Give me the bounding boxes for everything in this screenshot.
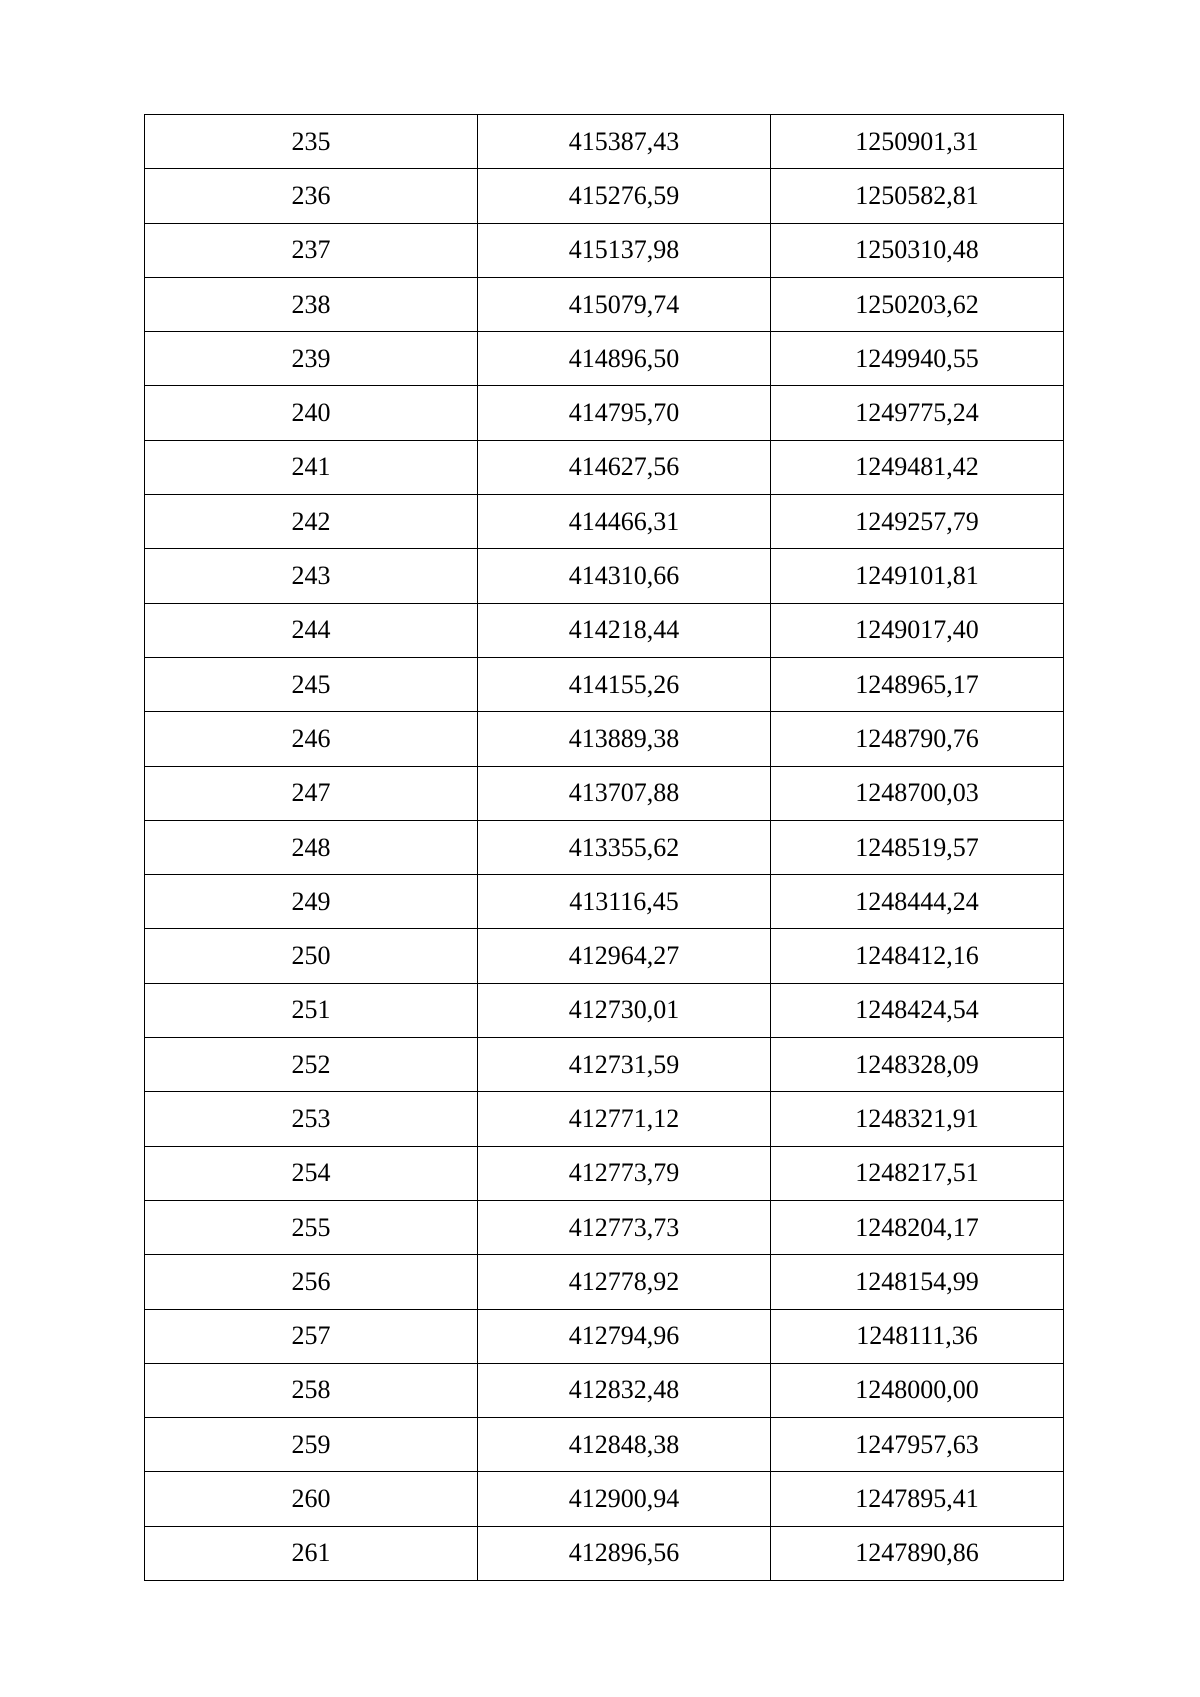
y-coordinate-cell: 1248412,16 bbox=[771, 929, 1064, 983]
y-coordinate-cell: 1248444,24 bbox=[771, 875, 1064, 929]
x-coordinate-cell: 414795,70 bbox=[478, 386, 771, 440]
point-number-cell: 247 bbox=[145, 766, 478, 820]
y-coordinate-cell: 1248154,99 bbox=[771, 1255, 1064, 1309]
point-number-cell: 253 bbox=[145, 1092, 478, 1146]
point-number-cell: 241 bbox=[145, 440, 478, 494]
point-number-cell: 251 bbox=[145, 983, 478, 1037]
y-coordinate-cell: 1248424,54 bbox=[771, 983, 1064, 1037]
y-coordinate-cell: 1248217,51 bbox=[771, 1146, 1064, 1200]
table-row bbox=[145, 386, 1064, 440]
table-row bbox=[145, 169, 1064, 223]
y-coordinate-cell: 1247957,63 bbox=[771, 1418, 1064, 1472]
table-row bbox=[145, 1038, 1064, 1092]
point-number-cell: 243 bbox=[145, 549, 478, 603]
point-number-cell: 235 bbox=[145, 115, 478, 169]
point-number-cell: 261 bbox=[145, 1526, 478, 1580]
point-number-cell: 236 bbox=[145, 169, 478, 223]
coordinates-table-body bbox=[145, 115, 1064, 1581]
table-row bbox=[145, 1363, 1064, 1417]
x-coordinate-cell: 415387,43 bbox=[478, 115, 771, 169]
table-row bbox=[145, 875, 1064, 929]
y-coordinate-cell: 1248790,76 bbox=[771, 712, 1064, 766]
table-row bbox=[145, 223, 1064, 277]
point-number-cell: 245 bbox=[145, 657, 478, 711]
y-coordinate-cell: 1248519,57 bbox=[771, 820, 1064, 874]
point-number-cell: 237 bbox=[145, 223, 478, 277]
table-row bbox=[145, 115, 1064, 169]
y-coordinate-cell: 1248328,09 bbox=[771, 1038, 1064, 1092]
x-coordinate-cell: 414896,50 bbox=[478, 332, 771, 386]
point-number-cell: 246 bbox=[145, 712, 478, 766]
table-row bbox=[145, 495, 1064, 549]
y-coordinate-cell: 1248204,17 bbox=[771, 1200, 1064, 1254]
table-row bbox=[145, 657, 1064, 711]
table-row bbox=[145, 1309, 1064, 1363]
point-number-cell: 244 bbox=[145, 603, 478, 657]
table-row bbox=[145, 1092, 1064, 1146]
x-coordinate-cell: 415276,59 bbox=[478, 169, 771, 223]
point-number-cell: 238 bbox=[145, 277, 478, 331]
point-number-cell: 252 bbox=[145, 1038, 478, 1092]
x-coordinate-cell: 413116,45 bbox=[478, 875, 771, 929]
point-number-cell: 242 bbox=[145, 495, 478, 549]
table-row bbox=[145, 1418, 1064, 1472]
table-row bbox=[145, 929, 1064, 983]
y-coordinate-cell: 1248000,00 bbox=[771, 1363, 1064, 1417]
x-coordinate-cell: 412848,38 bbox=[478, 1418, 771, 1472]
y-coordinate-cell: 1249257,79 bbox=[771, 495, 1064, 549]
table-row bbox=[145, 603, 1064, 657]
coordinates-table bbox=[144, 114, 1064, 1581]
y-coordinate-cell: 1248700,03 bbox=[771, 766, 1064, 820]
x-coordinate-cell: 412731,59 bbox=[478, 1038, 771, 1092]
table-row bbox=[145, 332, 1064, 386]
x-coordinate-cell: 412794,96 bbox=[478, 1309, 771, 1363]
x-coordinate-cell: 412900,94 bbox=[478, 1472, 771, 1526]
y-coordinate-cell: 1248111,36 bbox=[771, 1309, 1064, 1363]
x-coordinate-cell: 414310,66 bbox=[478, 549, 771, 603]
y-coordinate-cell: 1249017,40 bbox=[771, 603, 1064, 657]
y-coordinate-cell: 1250901,31 bbox=[771, 115, 1064, 169]
x-coordinate-cell: 412964,27 bbox=[478, 929, 771, 983]
y-coordinate-cell: 1249101,81 bbox=[771, 549, 1064, 603]
x-coordinate-cell: 413707,88 bbox=[478, 766, 771, 820]
y-coordinate-cell: 1248321,91 bbox=[771, 1092, 1064, 1146]
x-coordinate-cell: 413889,38 bbox=[478, 712, 771, 766]
table-row bbox=[145, 712, 1064, 766]
x-coordinate-cell: 412896,56 bbox=[478, 1526, 771, 1580]
y-coordinate-cell: 1250310,48 bbox=[771, 223, 1064, 277]
x-coordinate-cell: 415137,98 bbox=[478, 223, 771, 277]
x-coordinate-cell: 412771,12 bbox=[478, 1092, 771, 1146]
point-number-cell: 254 bbox=[145, 1146, 478, 1200]
table-row bbox=[145, 277, 1064, 331]
x-coordinate-cell: 414155,26 bbox=[478, 657, 771, 711]
y-coordinate-cell: 1247890,86 bbox=[771, 1526, 1064, 1580]
point-number-cell: 239 bbox=[145, 332, 478, 386]
point-number-cell: 258 bbox=[145, 1363, 478, 1417]
point-number-cell: 256 bbox=[145, 1255, 478, 1309]
x-coordinate-cell: 412832,48 bbox=[478, 1363, 771, 1417]
point-number-cell: 250 bbox=[145, 929, 478, 983]
x-coordinate-cell: 414627,56 bbox=[478, 440, 771, 494]
y-coordinate-cell: 1247895,41 bbox=[771, 1472, 1064, 1526]
point-number-cell: 255 bbox=[145, 1200, 478, 1254]
y-coordinate-cell: 1249481,42 bbox=[771, 440, 1064, 494]
y-coordinate-cell: 1249940,55 bbox=[771, 332, 1064, 386]
table-row bbox=[145, 440, 1064, 494]
x-coordinate-cell: 412773,79 bbox=[478, 1146, 771, 1200]
table-row bbox=[145, 1200, 1064, 1254]
x-coordinate-cell: 414218,44 bbox=[478, 603, 771, 657]
y-coordinate-cell: 1249775,24 bbox=[771, 386, 1064, 440]
x-coordinate-cell: 412773,73 bbox=[478, 1200, 771, 1254]
y-coordinate-cell: 1248965,17 bbox=[771, 657, 1064, 711]
table-row bbox=[145, 1255, 1064, 1309]
x-coordinate-cell: 412778,92 bbox=[478, 1255, 771, 1309]
table-row bbox=[145, 983, 1064, 1037]
x-coordinate-cell: 414466,31 bbox=[478, 495, 771, 549]
x-coordinate-cell: 412730,01 bbox=[478, 983, 771, 1037]
table-row bbox=[145, 766, 1064, 820]
point-number-cell: 257 bbox=[145, 1309, 478, 1363]
table-row bbox=[145, 1146, 1064, 1200]
x-coordinate-cell: 413355,62 bbox=[478, 820, 771, 874]
table-row bbox=[145, 549, 1064, 603]
point-number-cell: 240 bbox=[145, 386, 478, 440]
table-row bbox=[145, 1526, 1064, 1580]
point-number-cell: 249 bbox=[145, 875, 478, 929]
point-number-cell: 248 bbox=[145, 820, 478, 874]
point-number-cell: 259 bbox=[145, 1418, 478, 1472]
point-number-cell: 260 bbox=[145, 1472, 478, 1526]
table-row bbox=[145, 1472, 1064, 1526]
table-row bbox=[145, 820, 1064, 874]
x-coordinate-cell: 415079,74 bbox=[478, 277, 771, 331]
y-coordinate-cell: 1250203,62 bbox=[771, 277, 1064, 331]
y-coordinate-cell: 1250582,81 bbox=[771, 169, 1064, 223]
